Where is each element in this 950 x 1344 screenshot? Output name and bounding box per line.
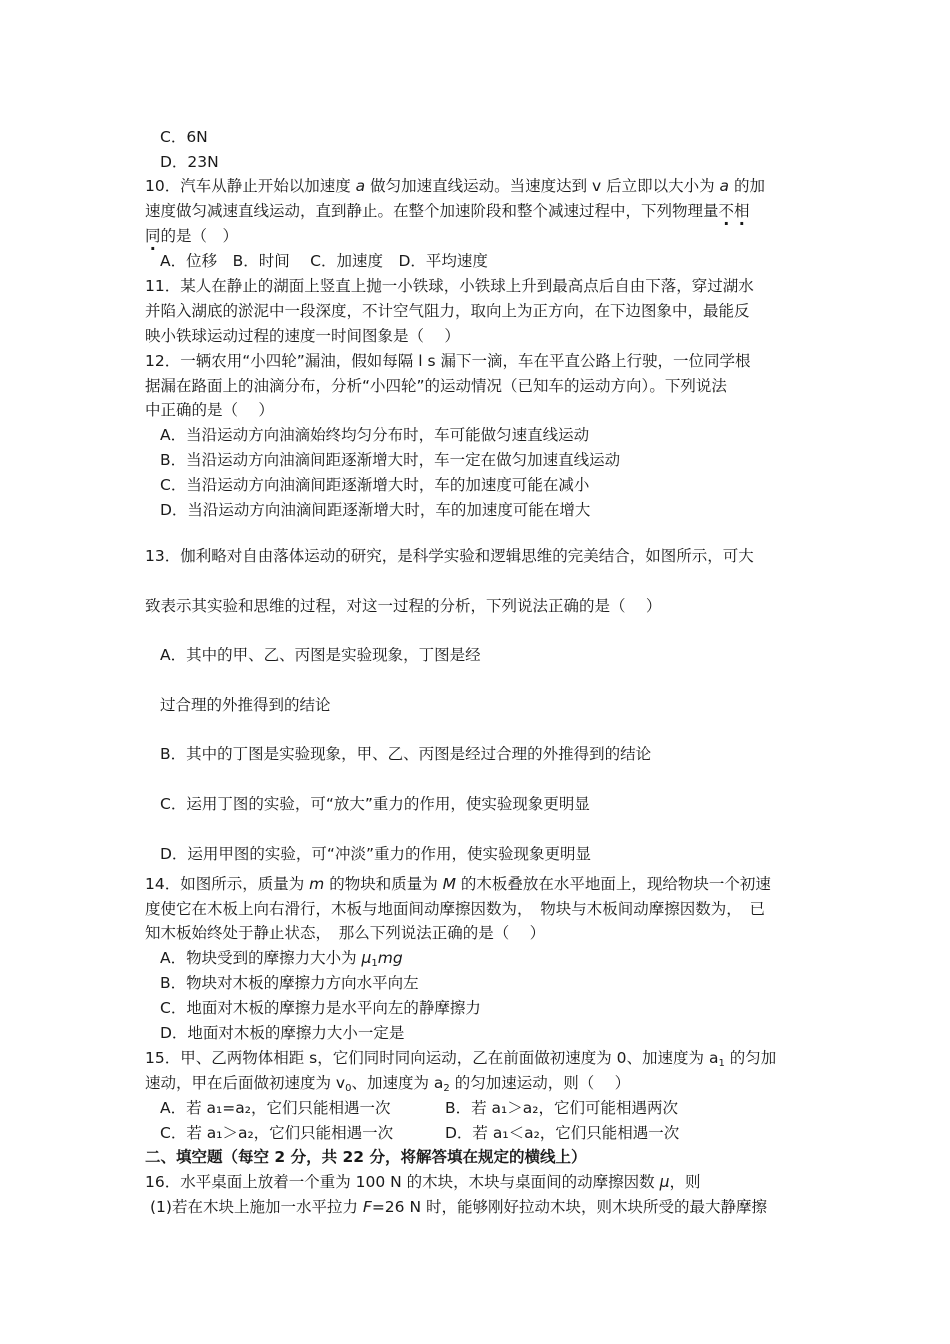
q12-line-1: 12．一辆农用“小四轮”漏油，假如每隔 l s 漏下一滴，车在平直公路上行驶，一位同学根 — [145, 352, 751, 370]
q15-option-a: A．若 a₁=a₂，它们只能相遇一次 — [160, 1099, 391, 1117]
q10-line-3: 同的是（ ） — [145, 227, 239, 245]
q12-option-a: A．当沿运动方向油滴始终均匀分布时，车可能做匀速直线运动 — [160, 426, 590, 444]
q13-option-d: D．运用甲图的实验，可“冲淡”重力的作用，使实验现象更明显 — [160, 845, 591, 863]
q14-option-a: A．物块受到的摩擦力大小为 $\mu_1mg$ — [160, 949, 403, 969]
q15-options-row-2 — [160, 1123, 680, 1143]
q11-line-2: 并陷入湖底的淤泥中一段深度，不计空气阻力，取向上为正方向，在下边图象中，最能反 — [145, 302, 750, 320]
emphasis-dot: 相 — [734, 202, 750, 220]
q13-line-1: 13．伽利略对自由落体运动的研究，是科学实验和逻辑思维的完美结合，如图所示，可大 — [145, 547, 754, 565]
q15-option-b: B．若 a₁＞a₂，它们可能相遇两次 — [445, 1099, 678, 1117]
q12-option-c: C．当沿运动方向油滴间距逐渐增大时，车的加速度可能在减小 — [160, 476, 590, 494]
q13-line-2: 致表示其实验和思维的过程，对这一过程的分析，下列说法正确的是（ ） — [145, 597, 662, 615]
q10-line-2: 速度做匀减速直线运动，直到静止。在整个加速阶段和整个减速过程中，下列物理量不相 — [145, 202, 750, 220]
q14-line-3: 知木板始终处于静止状态， 那么下列说法正确的是（ ） — [145, 924, 546, 942]
section-heading: 二、填空题（每空 2 分，共 22 分，将解答填在规定的横线上） — [145, 1148, 587, 1166]
q13-option-b: B．其中的丁图是实验现象，甲、乙、丙图是经过合理的外推得到的结论 — [160, 745, 652, 763]
q14-option-c: C．地面对木板的摩擦力是水平向左的静摩擦力 — [160, 999, 481, 1017]
emphasis-dot: 不 — [718, 202, 735, 220]
q14-line-1: 14．如图所示，质量为 m 的物块和质量为 M 的木板叠放在水平地面上，现给物块一个初速 — [145, 875, 771, 893]
q9-option-c: C．6N — [160, 128, 208, 146]
q13-option-a-1: A．其中的甲、乙、丙图是实验现象，丁图是经 — [160, 646, 481, 664]
q12-option-b: B．当沿运动方向油滴间距逐渐增大时，车一定在做匀加速直线运动 — [160, 451, 621, 469]
q9-option-d: D．23N — [160, 153, 219, 171]
q16-line-1: 16．水平桌面上放着一个重为 100 N 的木块，木块与桌面间的动摩擦因数 μ，则 — [145, 1173, 701, 1191]
q10-options: A．位移 B．时间 C．加速度 D．平均速度 — [160, 252, 488, 270]
q14-line-2: 度使它在木板上向右滑行，木板与地面间动摩擦因数为， 物块与木板间动摩擦因数为， 已 — [145, 900, 766, 918]
q12-line-2: 据漏在路面上的油滴分布，分析“小四轮”的运动情况（已知车的运动方向）。下列说法 — [145, 377, 727, 395]
q12-line-3: 中正确的是（ ） — [145, 401, 274, 419]
q15-line-2: 速动，甲在后面做初速度为 $v_0$、加速度为 $a_2$ 的匀加速运动，则（ ） — [145, 1074, 631, 1094]
q11-line-3: 映小铁球运动过程的速度一时间图象是（ ） — [145, 327, 460, 345]
q15-option-d: D．若 a₁＜a₂，它们只能相遇一次 — [445, 1124, 680, 1142]
q14-option-b: B．物块对木板的摩擦力方向水平向左 — [160, 974, 419, 992]
q15-option-c: C．若 a₁＞a₂，它们只能相遇一次 — [160, 1124, 394, 1142]
q13-option-a-2: 过合理的外推得到的结论 — [160, 696, 331, 714]
emphasis-dot: 同 — [145, 227, 161, 245]
q11-line-1: 11．某人在静止的湖面上竖直上抛一小铁球，小铁球上升到最高点后自由下落，穿过湖水 — [145, 277, 754, 295]
q15-line-1: 15．甲、乙两物体相距 s，它们同时同向运动，乙在前面做初速度为 0、加速度为 $a_1$ 的匀加 — [145, 1049, 777, 1069]
q16-line-2: (1)若在木块上施加一水平拉力 F=26 N 时，能够刚好拉动木块，则木块所受的最大静摩擦 — [150, 1198, 767, 1216]
q13-option-c: C．运用丁图的实验，可“放大”重力的作用，使实验现象更明显 — [160, 795, 590, 813]
q15-options-row-1 — [160, 1098, 678, 1118]
q10-line-1: 10．汽车从静止开始以加速度 a 做匀加速直线运动。当速度达到 v 后立即以大小为 a 的加 — [145, 177, 765, 195]
q12-option-d: D．当沿运动方向油滴间距逐渐增大时，车的加速度可能在增大 — [160, 501, 591, 519]
q14-option-d: D．地面对木板的摩擦力大小一定是 — [160, 1024, 405, 1042]
